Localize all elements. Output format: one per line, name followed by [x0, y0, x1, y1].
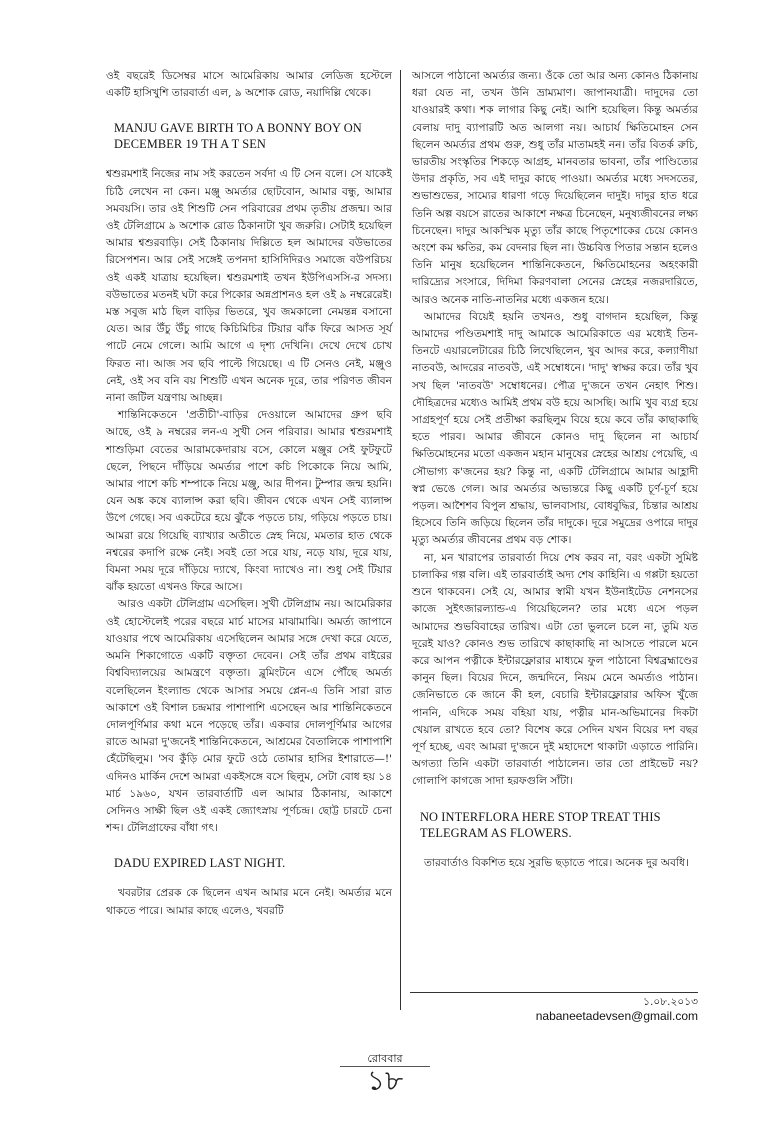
telegram-quote: DADU EXPIRED LAST NIGHT. — [114, 856, 286, 871]
paragraph: শান্তিনিকেতনে 'প্রতীচী'-বাড়ির দেওয়ালে আমাদের গ্রুপ ছবি আছে, ওই ৯ নম্বরের লন-এ সুখী সেন পরিবার। আমার শ্বশুরমশাই শাশুড়িমা বেতের আরামকেদারায় বসে, কোলে মঞ্জুর সেই ফুটফুটে ছেলে, পিছনে দাঁড়িয়ে অমর্ত্যর পাশে কচি পিকোকে নিয়ে আমি, আমার পাশে কচি শম্পাকে নিয়ে মঞ্জু, আর দীপন। টুম্পার জন্ম হয়নি। যেন অঙ্ক কষে ব্যালান্স করা ছবি। জীবন থেকে এখন সেই ব্যালান্স উপে গেছে। সব একটেরে হয়ে ঝুঁকে পড়তে চায়, গড়িয়ে পড়তে চায়। আমরা রয়ে গিয়েছি ব্যাখ্যার অতীতে স্নেহ নিয়ে, মমতার হাত থেকে নশ্বরের কদাপি রক্ষে নেই। সবই তো সরে যায়, নড়ে যায়, দূরে যায়, বিমনা সময় দূরে দাঁড়িয়ে দ্যাখে, কিংবা দ্যাখেও না। শুধু সেই টিয়ার ঝাঁক হয়তো এখনও ফিরে আসে। — [106, 409, 392, 594]
paragraph: শ্বশুরমশাই নিজের নাম সই করতেন সর্বদা এ টি সেন বলে। সে যাকেই চিঠি লেখেন না কেন। মঞ্জু অমর্ত্যর ছোটবোন, আমার বন্ধু, আমার সমবয়সি। তার ওই শিশুটি সেন পরিবারের প্রথম তৃতীয় প্রজন্ম। আর ওই টেলিগ্রামে ৯ অশোক রোড ঠিকানাটা খুব জরুরি। সেটাই হয়েছিল আমার শ্বশুরবাড়ি। সেই ঠিকানায় দিল্লিতে হল আমাদের বউভাতের রিসেপশন। আর সেই সঙ্গেই তপনদা হাসিদিদিরও সমাজে বউপরিচয় ওই একই যাত্রায় হয়েছিল। শ্বশুরমশাই তখন ইউপিএসসি-র সদস্য। বউভাতের মতনই ঘটা করে পিকোর অন্নপ্রাশনও হল ওই ৯ নম্বরেরেই। মস্ত সবুজ মাঠ ছিল বাড়ির ভিতরে, খুব জমকালো নেমন্তন্ন বসানো যেত। আর উঁচু উঁচু গাছে কিচিমিচির টিয়ার ঝাঁক ফিরে আসত সূর্য পাটে নেমে গেলে। আমি আগে এ দৃশ্য দেখিনি। দেখে দেখে চোখ ফিরত না। আজ সব ছবি পাল্টে গিয়েছে। এ টি সেনও নেই, মঞ্জুও নেই, ওই সব বনি বয় শিশুটি এখন অনেক দূরে, তার পরিণত জীবন নানা জটিল যন্ত্রণায় আচ্ছন্ন। — [106, 168, 392, 405]
paragraph: খবরটার প্রেরক কে ছিলেন এখন আমার মনে নেই। অমর্ত্যর মনে থাকতে পারে। আমার কাছে এলেও, খবরটি — [106, 887, 392, 917]
paragraph: আমাদের বিয়েই হয়নি তখনও, শুধু বাগদান হয়েছিল, কিন্তু আমাদের পণ্ডিতমশাই দাদু আমাকে আমেরিকাতে এর মধ্যেই তিন-তিনটে এয়ারলেটারের চিঠি লিখেছিলেন, খুব আদর করে, কল্যাণীয়া নাতবউ, আদরের নাতবউ, এই সম্বোধনে। 'দাদু' স্বাক্ষর করে। তাঁর খুব সখ ছিল 'নাতবউ' সম্বোধনের। পৌত্র দু'জনে তখন নেহাৎ শিশু। দৌহিত্রদের মধ্যেও আমিই প্রথম বউ হয়ে আসছি। আমি খুব ব্যগ্র হয়ে সাগ্রহপূর্ণ হয়ে সেই প্রতীক্ষা করছিলুম বিয়ে হয়ে কবে তাঁর কাছাকাছি হতে পারব। আমার জীবনে কোনও দাদু ছিলেন না আচার্য ক্ষিতিমোহনের মতো একজন মহান মানুষের স্নেহের আশ্রয় পেয়েছি, এ সৌভাগ্য ক'জনের হয়? কিন্তু না, একটি টেলিগ্রামে আমার আহ্লাদী স্বপ্ন ভেঙে গেল। আর অমর্ত্যর অভ্যন্তরে কিছু একটি চূর্ণ-চূর্ণ হয়ে পড়ল। আশৈশব বিপুল শ্রদ্ধায়, ভালবাসায়, বোধবুদ্ধির, চিন্তার আশ্রয় হিসেবে তিনি জড়িয়ে ছিলেন তাঁর দাদুকে। দূরে সমুদ্রের ওপারে দাদুর মৃত্যু অমর্ত্যর জীবনের প্রথম বড় শোক। — [412, 310, 698, 547]
section-label: রোববার — [367, 1052, 403, 1065]
paragraph: আসলে পাঠানো অমর্ত্যর জন্য। ওঁকে তো আর অন্য কোনও ঠিকানায় ধরা যেত না, তখন উনি ভ্রাম্যমাণ। জাপানযাত্রী। দাদুদের তো যাওয়ারই কথা। শক লাগার কিছু নেই। আশি হয়েছিল। কিন্তু অমর্ত্যর বেলায় দাদু ব্যাপারটি অত আলগা নয়। আচার্য ক্ষিতিমোহন সেন ছিলেন অমর্ত্যর প্রথম গুরু, শুধু তাঁর মাতামহই নন। তাঁর বিতর্ক রুচি, ভারতীয় সংস্কৃতির শিকড়ে আগ্রহ, মানবতার ভাবনা, তাঁর পাণ্ডিত্যের উদার প্রকৃতি, সব এই দাদুর কাছে পাওয়া। অমর্ত্যর মধ্যে সদসতের, শুভাশুভের, সাম্যের ধারণা গড়ে দিয়েছিলেন দাদুই। দাদুর হাত ধরে তিনি অল্প বয়সে রাতের আকাশে নক্ষত্র চিনেছেন, মনুষ্যজীবনের লক্ষ্য চিনেছেন। দাদুর আকস্মিক মৃত্যু তাঁর কাছে পিতৃশোকের চেয়ে কোনও অংশে কম ক্ষতির, কম বেদনার ছিল না। উচ্চবিত্ত পিতার সন্তান হলেও তিনি মানুষ হয়েছিলেন শান্তিনিকেতনে, ক্ষিতিমোহনের অহংকারী দারিদ্র্যের সংসারে, দিদিমা কিরণবালা সেনের স্নেহের নজরদারিতে, আরও অনেক নাতি-নাতনির মধ্যে একজন হয়ে। — [412, 70, 698, 306]
paragraph: তারবার্তাও বিকশিত হয়ে সুরভি ছড়াতে পারে। অনেক দুর অবধি। — [424, 856, 689, 869]
author-email: nabaneetadevsen@gmail.com — [535, 1009, 698, 1023]
telegram-quote: NO INTERFLORA HERE STOP TREAT THIS TELEGRAM AS FLOWERS. — [420, 809, 661, 840]
column-divider — [400, 70, 401, 1010]
left-column — [106, 68, 392, 920]
page-number: ১৮ — [366, 1064, 404, 1097]
paragraph: ওই বছরেই ডিসেম্বর মাসে আমেরিকায় আমার লেডিজ হস্টেলে একটি হাসিখুশি তারবার্তা এল, ৯ অশোক রোড, নয়াদিল্লি থেকে। — [106, 70, 392, 100]
paragraph: আরও একটা টেলিগ্রাম এসেছিল। সুখী টেলিগ্রাম নয়। আমেরিকার ওই হোস্টেলেই পরের বছরে মার্চ মাসের মাঝামাঝি। অমর্ত্য জাপানে যাওয়ার পথে আমেরিকায় এসেছিলেন আমার সঙ্গে দেখা করে যেতে, অমনি শিকাগোতে একটি বক্তৃতা দেবেন। সেই তাঁর প্রথম বাইরের বিশ্ববিদ্যালয়ের আমন্ত্রণে বক্তৃতা। ব্লুমিংটনে এসে পৌঁছে অমর্ত্য বলেছিলেন ইংল্যান্ড থেকে আসার সময়ে প্লেন-এ তিনি সারা রাত আকাশে ওই বিশাল চন্দ্রমার পাশাপাশি এসেছেন আর শান্তিনিকেতনে দোলপূর্ণিমার কথা মনে পড়েছে তাঁর। একবার দোলপূর্ণিমার আগের রাতে আমরা দু'জনেই শান্তিনিকেতনে, আশ্রমের বৈতালিকে পাশাপাশি হেঁটেছিলুম। 'সব কুঁড়ি মোর ফুটে ওঠে তোমার হাসির ইশারাতে—!' এদিনও মার্কিন দেশে আমরা একইসঙ্গে বসে ছিলুম, সেটা বোধ হয় ১৪ মার্চ ১৯৬০, যখন তারবার্তাটি এল আমার ঠিকানায়, আকাশে সেদিনও সাক্ষী ছিল ওই একই জ্যোৎস্নায় পূর্ণচন্দ্র। ছোট্ট চারটে চেনা শব্দ। টেলিগ্রাফের বাঁধা গৎ। — [106, 598, 392, 835]
signature-rule — [410, 992, 698, 993]
telegram-quote: MANJU GAVE BIRTH TO A BONNY BOY ON DECEMBER 19 TH A T SEN — [114, 121, 362, 152]
paragraph: না, মন খারাপের তারবার্তা দিয়ে শেষ করব না, বরং একটা সুমিষ্ট চালাকির গল্প বলি। এই তারবার্তাই অদ্য শেষ কাহিনি। এ গপ্পটা হয়তো শুনে থাকবেন। সেই যে, আমার স্বামী যখন ইউনাইটেড নেশনসের কাজে সুইৎজারল্যান্ড-এ গিয়েছিলেন? তার মধ্যে এসে পড়ল আমাদের শুভবিবাহের তারিখ। এটা তো ভুললে চলে না, তুমি যত দূরেই যাও? কোনও শুভ তারিখে কাছাকাছি না আসতে পারলে মনে করে আপন পত্নীকে ইন্টারফ্লোরার মাধ্যমে ফুল পাঠানো বিশ্বব্রহ্মাণ্ডের কানুন ছিল। বিয়ের দিনে, জন্মদিনে, নিয়ম মেনে অমর্ত্যও পাঠান। জেনিভাতে কে জানে কী হল, বেচারি ইন্টারফ্লোরার অফিস খুঁজে পাননি, এদিকে সময় বহিয়া যায়, পত্নীর মান-অভিমানের দিকটা খেয়াল রাখতে হবে তো? বিশেষ করে সেদিন যখন বিয়ের দশ বছর পূর্ণ হচ্ছে, এবং আমরা দু'জনে দুই মহাদেশে থাকাটা এড়াতে পারিনি। অগত্যা তিনি একটা তারবার্তা পাঠালেন। তার তো প্রাইভেট নয়? গোলাপি কাগজে সাদা হরফগুলি সাঁটা। — [412, 551, 698, 788]
right-column — [412, 68, 698, 872]
signature-date: ১.০৮.২০১৩ — [643, 996, 698, 1008]
